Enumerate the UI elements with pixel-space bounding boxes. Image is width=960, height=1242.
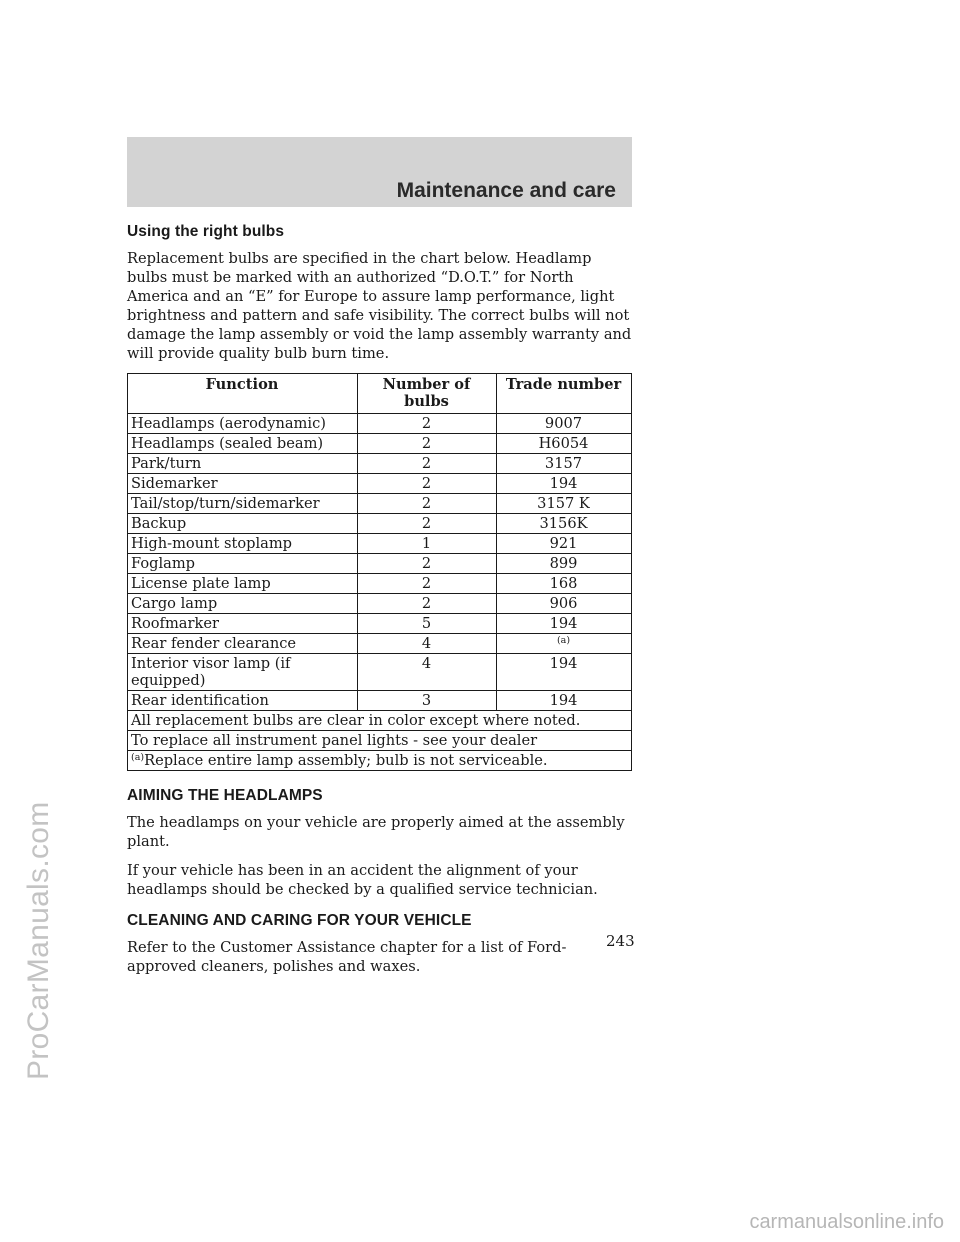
table-row xyxy=(128,654,632,691)
cell-trade: 9007 xyxy=(497,414,632,434)
cell-trade: 194 xyxy=(497,474,632,494)
cell-trade: 921 xyxy=(497,534,632,554)
cell-trade: 899 xyxy=(497,554,632,574)
cell-number: 3 xyxy=(358,691,497,711)
cell-number: 1 xyxy=(358,534,497,554)
table-row xyxy=(128,474,632,494)
section-title-bulbs: Using the right bulbs xyxy=(127,223,285,240)
cell-function: Headlamps (aerodynamic) xyxy=(128,414,358,434)
header-band xyxy=(127,137,632,207)
chapter-title: Maintenance and care xyxy=(396,179,616,202)
footer-watermark: carmanualsonline.info xyxy=(749,1211,944,1233)
aiming-paragraph-2: If your vehicle has been in an accident the alignment of your headlamps should be checked by a qualified service technician. xyxy=(127,862,598,898)
footnote-text: Replace entire lamp assembly; bulb is not serviceable. xyxy=(144,752,548,769)
bulb-table-body xyxy=(128,414,632,711)
page-number: 243 xyxy=(606,932,635,950)
cell-trade xyxy=(497,634,632,654)
table-note-instrument: To replace all instrument panel lights - see your dealer xyxy=(128,731,632,751)
footnote-reference: (a) xyxy=(556,635,571,646)
table-header-row xyxy=(128,374,632,414)
table-note-row xyxy=(128,731,632,751)
cell-number: 2 xyxy=(358,494,497,514)
table-row xyxy=(128,434,632,454)
cell-function: Tail/stop/turn/sidemarker xyxy=(128,494,358,514)
cell-function: Foglamp xyxy=(128,554,358,574)
cell-function: License plate lamp xyxy=(128,574,358,594)
cell-function: Backup xyxy=(128,514,358,534)
cell-function: Headlamps (sealed beam) xyxy=(128,434,358,454)
section-body-bulbs: Replacement bulbs are specified in the chart below. Headlamp bulbs must be marked with an authorized “D.O.T.” for North America and an “E” for Europe to assure lamp performance, light brightness and pattern and safe visibility. The correct bulbs will not damage the lamp assembly or void the lamp assembly warranty and will provide quality bulb burn time. xyxy=(127,250,632,362)
table-row xyxy=(128,691,632,711)
cell-number: 2 xyxy=(358,594,497,614)
cell-function: Interior visor lamp (if equipped) xyxy=(128,654,358,691)
table-footnote xyxy=(128,751,632,771)
cell-function: Rear fender clearance xyxy=(128,634,358,654)
cell-trade: 168 xyxy=(497,574,632,594)
section-title-aiming: AIMING THE HEADLAMPS xyxy=(127,787,323,804)
cell-number: 4 xyxy=(358,654,497,691)
table-footnote-row xyxy=(128,751,632,771)
table-row xyxy=(128,574,632,594)
header-number-line1: Number of xyxy=(382,376,471,393)
cell-number: 2 xyxy=(358,474,497,494)
cell-number: 2 xyxy=(358,414,497,434)
cell-function: Sidemarker xyxy=(128,474,358,494)
cell-trade: 3156K xyxy=(497,514,632,534)
section-title-cleaning: CLEANING AND CARING FOR YOUR VEHICLE xyxy=(127,912,472,929)
cell-number: 2 xyxy=(358,554,497,574)
cell-number: 2 xyxy=(358,454,497,474)
header-trade: Trade number xyxy=(497,374,632,414)
header-number-line2: bulbs xyxy=(404,393,449,410)
table-note-row xyxy=(128,711,632,731)
table-note-color: All replacement bulbs are clear in color except where noted. xyxy=(128,711,632,731)
table-row xyxy=(128,494,632,514)
cell-number: 5 xyxy=(358,614,497,634)
cell-number: 2 xyxy=(358,434,497,454)
table-row xyxy=(128,534,632,554)
cell-trade: 194 xyxy=(497,654,632,691)
footnote-mark: (a) xyxy=(131,752,145,763)
cell-function: Roofmarker xyxy=(128,614,358,634)
cell-trade: 906 xyxy=(497,594,632,614)
cell-function: Cargo lamp xyxy=(128,594,358,614)
table-row xyxy=(128,554,632,574)
aiming-paragraph-1: The headlamps on your vehicle are properly aimed at the assembly plant. xyxy=(127,814,625,850)
cell-trade: 3157 K xyxy=(497,494,632,514)
bulb-table xyxy=(127,373,632,771)
cell-function: Park/turn xyxy=(128,454,358,474)
table-row xyxy=(128,594,632,614)
table-row xyxy=(128,614,632,634)
cell-function: High-mount stoplamp xyxy=(128,534,358,554)
side-watermark: ProCarManuals.com xyxy=(22,801,55,1080)
cell-number: 2 xyxy=(358,574,497,594)
table-row xyxy=(128,514,632,534)
cleaning-paragraph: Refer to the Customer Assistance chapter for a list of Ford-approved cleaners, polishes and waxes. xyxy=(127,939,567,975)
header-function: Function xyxy=(128,374,358,414)
cell-number: 2 xyxy=(358,514,497,534)
cell-trade: 194 xyxy=(497,691,632,711)
cell-trade: 3157 xyxy=(497,454,632,474)
cell-trade: 194 xyxy=(497,614,632,634)
cell-function: Rear identification xyxy=(128,691,358,711)
page-content xyxy=(127,220,632,976)
header-number xyxy=(358,374,497,414)
table-row xyxy=(128,414,632,434)
cell-trade: H6054 xyxy=(497,434,632,454)
table-row xyxy=(128,634,632,654)
cell-number: 4 xyxy=(358,634,497,654)
table-row xyxy=(128,454,632,474)
